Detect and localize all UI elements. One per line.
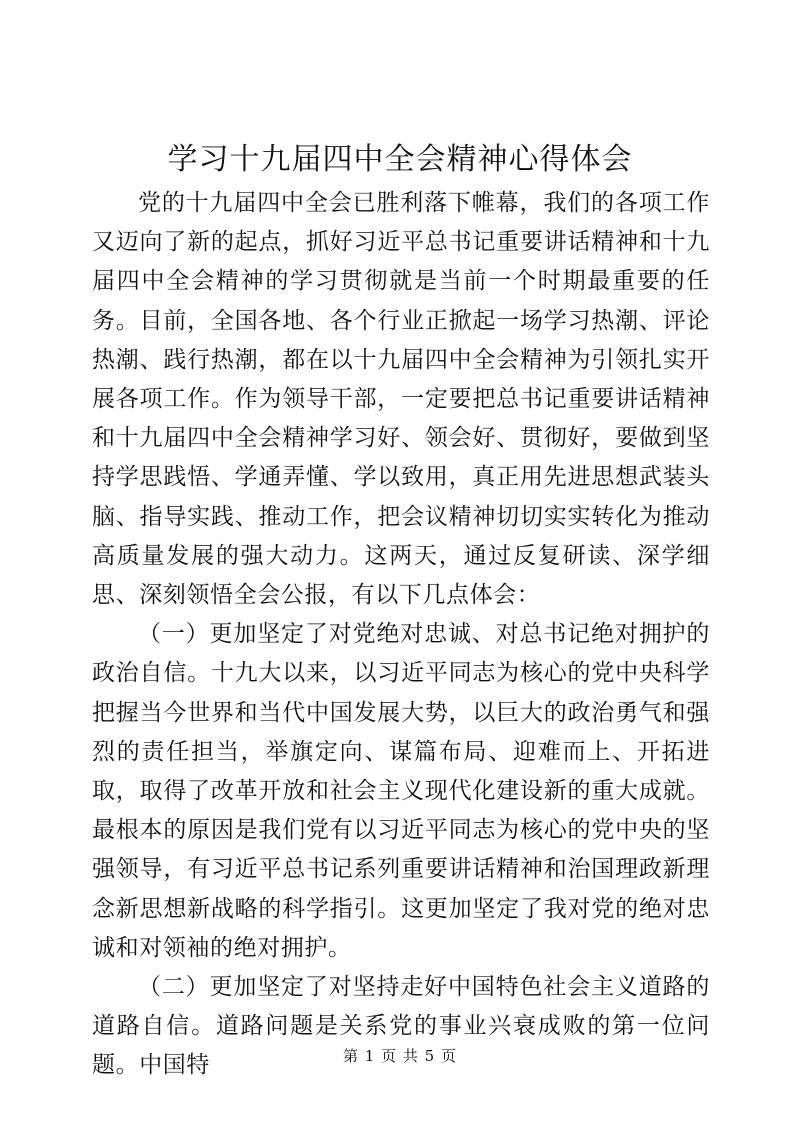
document-body (92, 184, 710, 1086)
paragraph-point-one: （一）更加坚定了对党绝对忠诚、对总书记绝对拥护的政治自信。十九大以来，以习近平同志为核心的党中央科学把握当今世界和当代中国发展大势，以巨大的政治勇气和强烈的责任担当，举旗定向、谋篇布局、迎难而上、开拓进取，取得了改革开放和社会主义现代化建设新的重大成就。最根本的原因是我们党有以习近平同志为核心的党中央的坚强领导，有习近平总书记系列重要讲话精神和治国理政新理念新思想新战略的科学指引。这更加坚定了我对党的绝对忠诚和对领袖的绝对拥护。 (92, 621, 710, 961)
paragraph-intro: 党的十九届四中全会已胜利落下帷幕，我们的各项工作又迈向了新的起点，抓好习近平总书记重要讲话精神和十九届四中全会精神的学习贯彻就是当前一个时期最重要的任务。目前，全国各地、各个行业正掀起一场学习热潮、评论热潮、践行热潮，都在以十九届四中全会精神为引领扎实开展各项工作。作为领导干部，一定要把总书记重要讲话精神和十九届四中全会精神学习好、领会好、贯彻好，要做到坚持学思践悟、学通弄懂、学以致用，真正用先进思想武装头脑、指导实践、推动工作，把会议精神切切实实转化为推动高质量发展的强大动力。这两天，通过反复研读、深学细思、深刻领悟全会公报，有以下几点体会： (92, 190, 710, 609)
page-footer: 第 1 页 共 5 页 (343, 1047, 457, 1065)
paragraph-point-two: （二）更加坚定了对坚持走好中国特色社会主义道路的道路自信。道路问题是关系党的事业兴衰成败的第一位问题。中国特 (92, 974, 710, 1079)
document-title: 学习十九届四中全会精神心得体会 (167, 142, 633, 177)
